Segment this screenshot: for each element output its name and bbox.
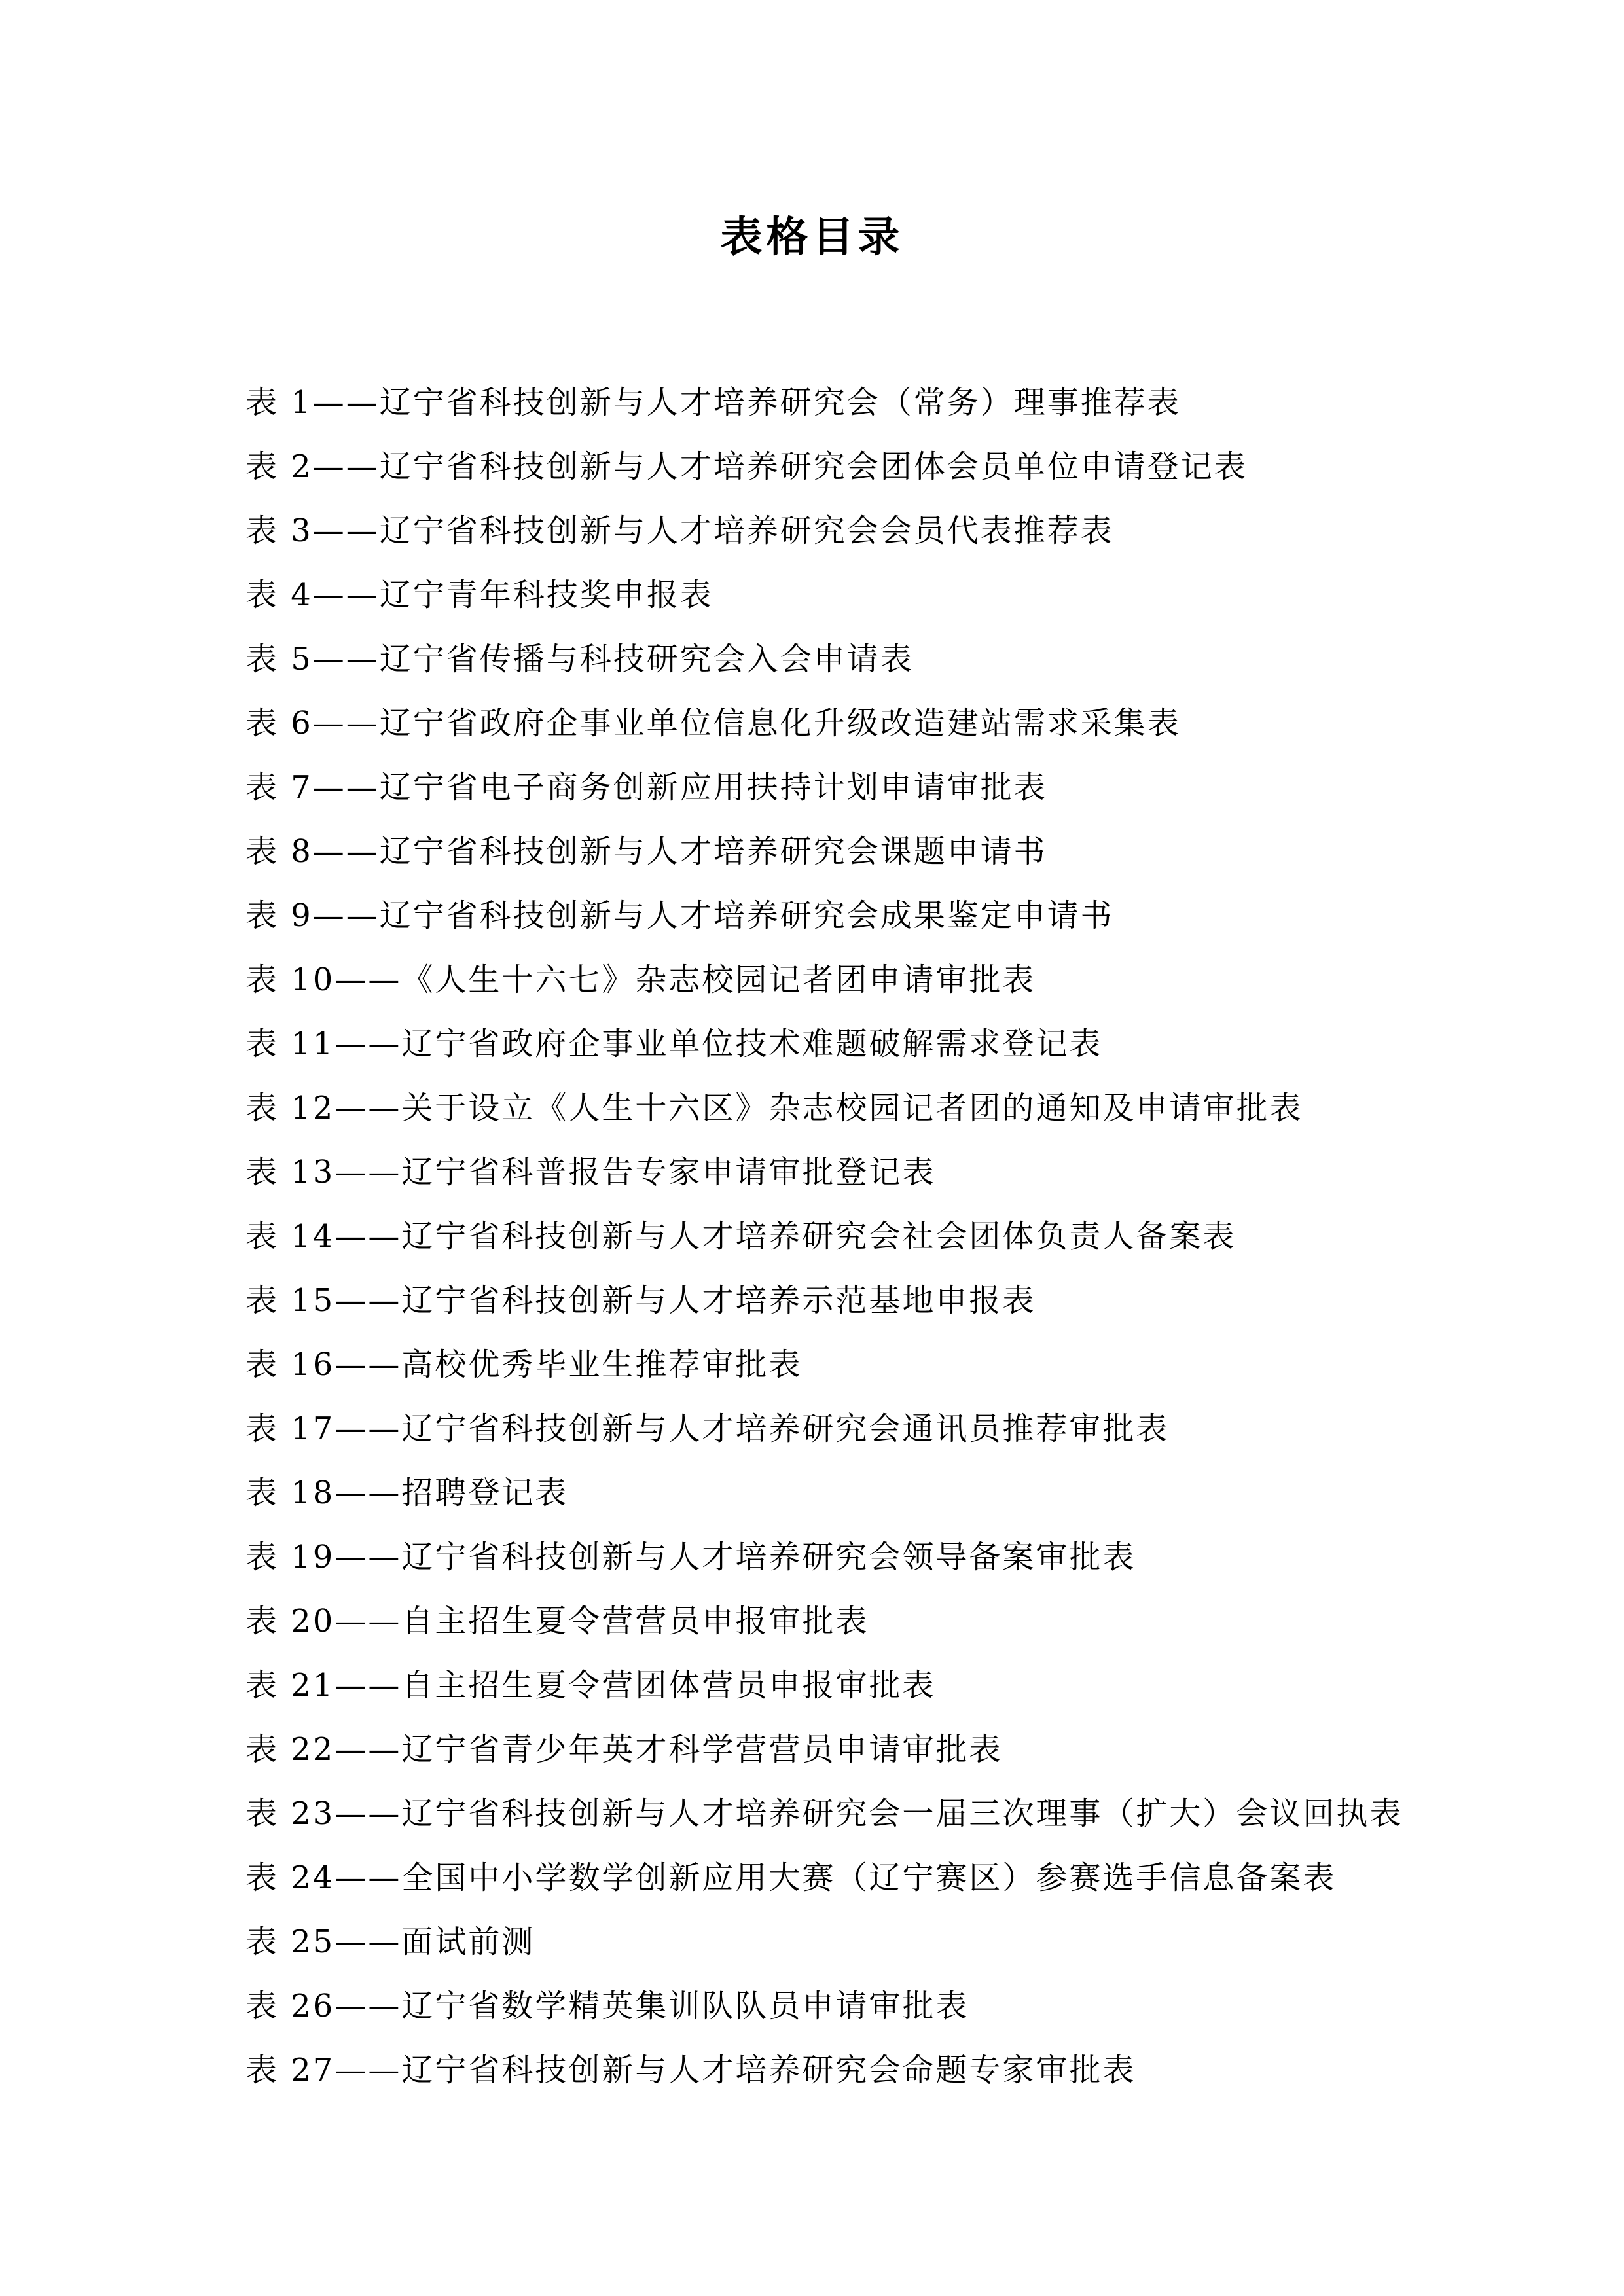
list-item: 表 13——辽宁省科普报告专家申请审批登记表 [245,1154,936,1191]
list-item: 表 9——辽宁省科技创新与人才培养研究会成果鉴定申请书 [245,897,1114,934]
list-item: 表 11——辽宁省政府企事业单位技术难题破解需求登记表 [245,1026,1103,1062]
list-item: 表 23——辽宁省科技创新与人才培养研究会一届三次理事（扩大）会议回执表 [245,1795,1403,1832]
list-item: 表 5——辽宁省传播与科技研究会入会申请表 [245,641,914,677]
list-item: 表 16——高校优秀毕业生推荐审批表 [245,1346,803,1383]
list-item: 表 19——辽宁省科技创新与人才培养研究会领导备案审批表 [245,1539,1136,1575]
list-item: 表 21——自主招生夏令营团体营员申报审批表 [245,1667,936,1704]
page-title: 表格目录 [720,213,904,262]
list-item: 表 4——辽宁青年科技奖申报表 [245,577,713,613]
list-item: 表 10——《人生十六七》杂志校园记者团申请审批表 [245,961,1036,998]
list-item: 表 7——辽宁省电子商务创新应用扶持计划申请审批表 [245,769,1047,806]
list-item: 表 25——面试前测 [245,1924,535,1960]
table-of-contents [245,370,1522,2102]
list-item: 表 27——辽宁省科技创新与人才培养研究会命题专家审批表 [245,2052,1136,2089]
list-item: 表 22——辽宁省青少年英才科学营营员申请审批表 [245,1731,1003,1768]
list-item: 表 18——招聘登记表 [245,1475,569,1511]
list-item: 表 1——辽宁省科技创新与人才培养研究会（常务）理事推荐表 [245,384,1181,421]
list-item: 表 20——自主招生夏令营营员申报审批表 [245,1603,869,1640]
list-item: 表 26——辽宁省数学精英集训队队员申请审批表 [245,1988,969,2024]
list-item: 表 14——辽宁省科技创新与人才培养研究会社会团体负责人备案表 [245,1218,1236,1255]
list-item: 表 17——辽宁省科技创新与人才培养研究会通讯员推荐审批表 [245,1410,1170,1447]
list-item: 表 2——辽宁省科技创新与人才培养研究会团体会员单位申请登记表 [245,448,1248,485]
list-item: 表 12——关于设立《人生十六区》杂志校园记者团的通知及申请审批表 [245,1090,1303,1126]
list-item: 表 8——辽宁省科技创新与人才培养研究会课题申请书 [245,833,1047,870]
list-item: 表 24——全国中小学数学创新应用大赛（辽宁赛区）参赛选手信息备案表 [245,1859,1337,1896]
list-item: 表 15——辽宁省科技创新与人才培养示范基地申报表 [245,1282,1036,1319]
list-item: 表 3——辽宁省科技创新与人才培养研究会会员代表推荐表 [245,512,1114,549]
list-item: 表 6——辽宁省政府企事业单位信息化升级改造建站需求采集表 [245,705,1181,742]
